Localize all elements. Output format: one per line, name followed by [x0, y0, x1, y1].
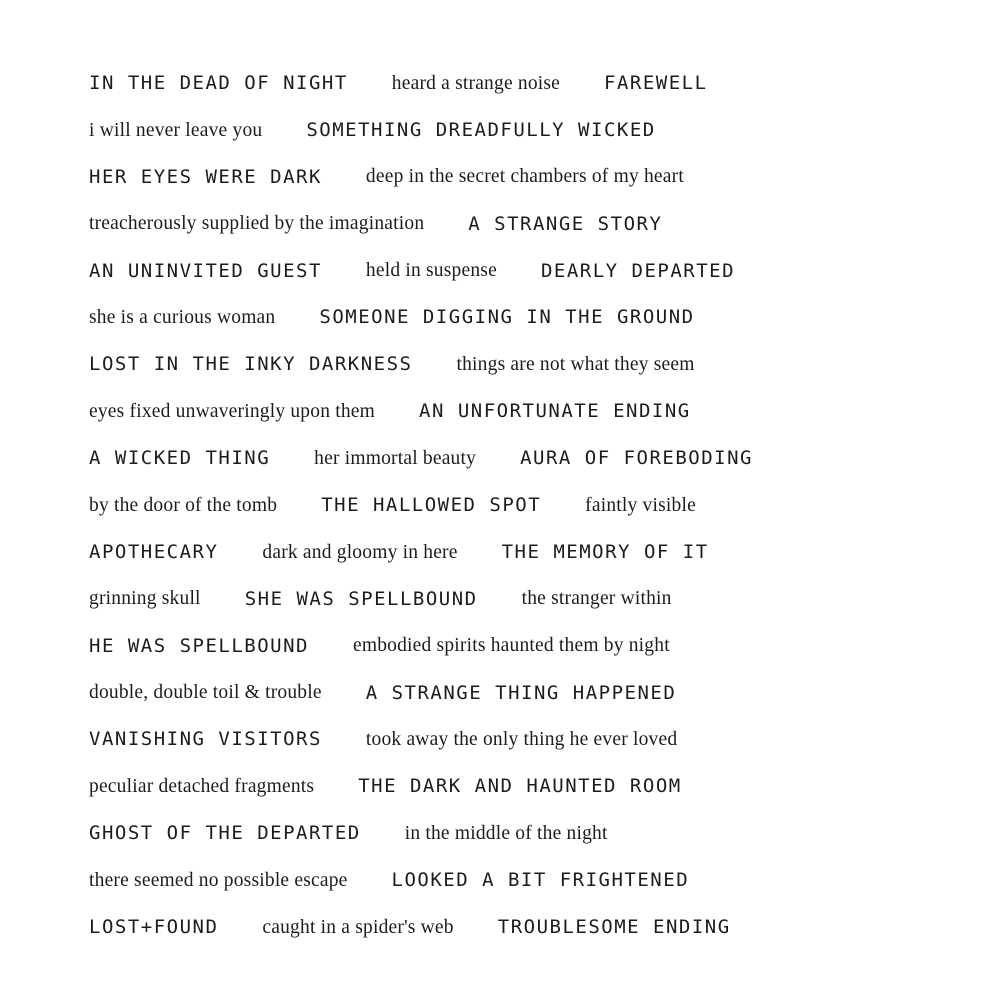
phrase: treacherously supplied by the imagination [89, 213, 425, 235]
phrase: i will never leave you [89, 119, 263, 141]
phrase: HER EYES WERE DARK [89, 165, 322, 188]
phrase: SOMEONE DIGGING IN THE GROUND [319, 306, 695, 329]
phrase-row [89, 857, 969, 904]
phrase-row [89, 904, 969, 951]
phrase: faintly visible [585, 494, 696, 516]
phrase: by the door of the tomb [89, 494, 278, 516]
phrase: HE WAS SPELLBOUND [89, 634, 309, 657]
phrase-row [89, 201, 969, 248]
phrase: deep in the secret chambers of my heart [365, 166, 684, 188]
phrase: A STRANGE STORY [468, 212, 663, 235]
phrase-row [89, 529, 969, 576]
phrase-row [89, 294, 969, 341]
phrase: in the middle of the night [404, 822, 608, 844]
phrase-row [89, 154, 969, 201]
phrase: caught in a spider's web [262, 916, 454, 938]
phrase: there seemed no possible escape [89, 869, 348, 891]
phrase: THE MEMORY OF IT [501, 540, 709, 563]
phrase: A STRANGE THING HAPPENED [365, 681, 677, 704]
phrase: double, double toil & trouble [89, 682, 322, 704]
phrase: AN UNFORTUNATE ENDING [419, 400, 691, 423]
phrase: she is a curious woman [89, 307, 276, 329]
phrase: embodied spirits haunted them by night [352, 635, 670, 657]
phrase: held in suspense [365, 260, 497, 282]
phrase: FAREWELL [604, 71, 708, 94]
phrase: DEARLY DEPARTED [540, 259, 736, 282]
phrase-row [89, 810, 969, 857]
phrase-row [89, 763, 969, 810]
phrase-row [89, 107, 969, 154]
phrase-sheet [89, 60, 969, 951]
phrase: dark and gloomy in here [262, 541, 458, 563]
phrase: the stranger within [521, 588, 672, 610]
phrase: AURA OF FOREBODING [520, 447, 753, 470]
phrase: GHOST OF THE DEPARTED [89, 822, 361, 845]
phrase: LOST IN THE INKY DARKNESS [89, 353, 413, 376]
phrase: eyes fixed unwaveringly upon them [89, 400, 376, 422]
phrase: THE DARK AND HAUNTED ROOM [358, 775, 682, 798]
phrase-row [89, 623, 969, 670]
phrase: VANISHING VISITORS [89, 728, 322, 751]
phrase: SOMETHING DREADFULLY WICKED [306, 118, 656, 141]
phrase: grinning skull [89, 588, 201, 610]
phrase: LOOKED A BIT FRIGHTENED [391, 869, 690, 892]
phrase: SHE WAS SPELLBOUND [244, 587, 478, 610]
phrase: IN THE DEAD OF NIGHT [89, 71, 348, 94]
phrase-row [89, 341, 969, 388]
phrase: LOST+FOUND [89, 915, 219, 938]
phrase: her immortal beauty [314, 447, 477, 469]
phrase-row [89, 248, 969, 295]
phrase-row [89, 60, 969, 107]
phrase: took away the only thing he ever loved [365, 729, 678, 751]
phrase-row [89, 670, 969, 717]
phrase-row [89, 482, 969, 529]
phrase-row [89, 435, 969, 482]
phrase: peculiar detached fragments [89, 776, 315, 798]
phrase-row [89, 388, 969, 435]
phrase: TROUBLESOME ENDING [497, 915, 731, 938]
phrase-row [89, 576, 969, 623]
phrase: A WICKED THING [89, 447, 271, 470]
phrase: heard a strange noise [391, 72, 561, 94]
phrase: THE HALLOWED SPOT [321, 493, 542, 516]
phrase: APOTHECARY [89, 540, 219, 563]
phrase: AN UNINVITED GUEST [89, 259, 322, 282]
phrase-row [89, 716, 969, 763]
phrase: things are not what they seem [456, 354, 695, 376]
